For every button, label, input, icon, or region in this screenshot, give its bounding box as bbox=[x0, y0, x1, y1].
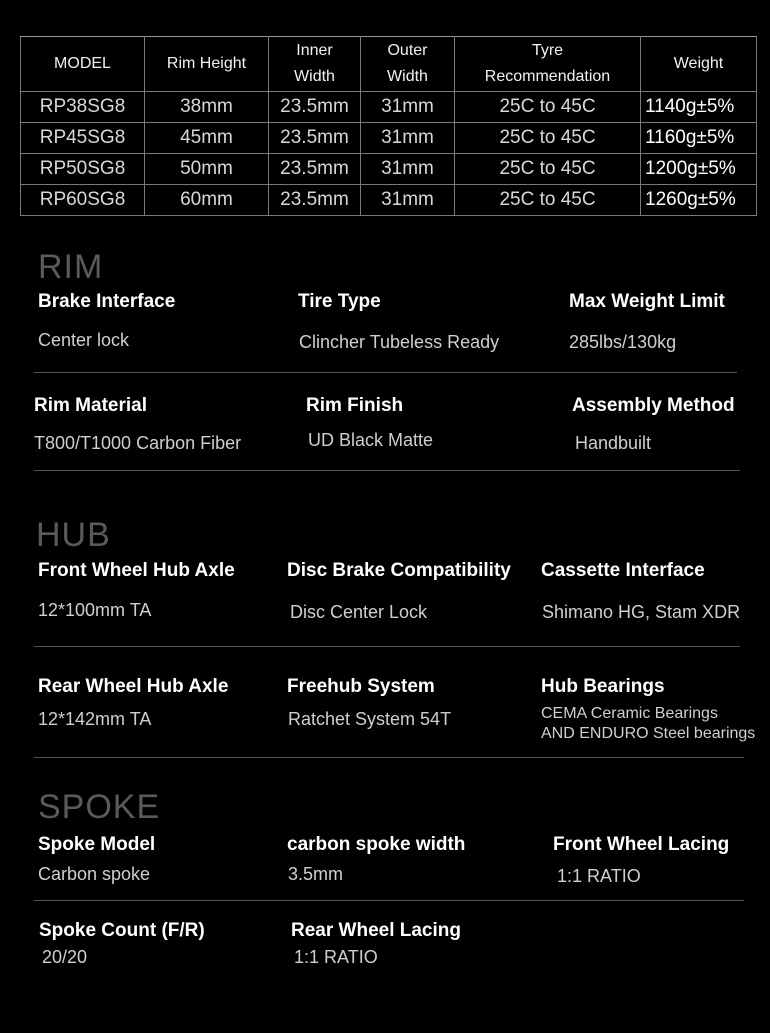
cell-rim-height: 50mm bbox=[145, 154, 269, 185]
spoke-divider-1 bbox=[34, 900, 744, 901]
cell-weight: 1260g±5% bbox=[641, 185, 757, 216]
table-row bbox=[21, 92, 757, 123]
rim-material-value: T800/T1000 Carbon Fiber bbox=[34, 433, 242, 453]
disc-brake-label: Disc Brake Compatibility bbox=[287, 560, 511, 581]
freehub-system-label: Freehub System bbox=[287, 676, 435, 697]
cell-outer-width: 31mm bbox=[361, 185, 455, 216]
rear-wheel-lacing-value: 1:1 RATIO bbox=[294, 947, 378, 967]
cell-inner-width: 23.5mm bbox=[269, 154, 361, 185]
cell-tyre: 25C to 45C bbox=[455, 154, 641, 185]
hub-divider-1 bbox=[34, 646, 740, 647]
cell-rim-height: 38mm bbox=[145, 92, 269, 123]
cell-inner-width: 23.5mm bbox=[269, 92, 361, 123]
cell-model: RP38SG8 bbox=[21, 92, 145, 123]
cell-weight: 1200g±5% bbox=[641, 154, 757, 185]
cell-model: RP45SG8 bbox=[21, 123, 145, 154]
rim-divider-2 bbox=[34, 470, 740, 471]
cell-tyre: 25C to 45C bbox=[455, 123, 641, 154]
assembly-method-value: Handbuilt bbox=[575, 433, 652, 453]
spoke-count-label: Spoke Count (F/R) bbox=[39, 920, 205, 941]
disc-brake-value: Disc Center Lock bbox=[290, 602, 428, 622]
rim-material-label: Rim Material bbox=[34, 395, 147, 416]
cell-rim-height: 60mm bbox=[145, 185, 269, 216]
cell-outer-width: 31mm bbox=[361, 123, 455, 154]
model-spec-table bbox=[20, 36, 757, 216]
max-weight-value: 285lbs/130kg bbox=[569, 332, 677, 352]
spoke-model-label: Spoke Model bbox=[38, 834, 156, 855]
hub-bearings-value bbox=[541, 704, 770, 744]
header-tyre-recommendation: Tyre Recommendation bbox=[455, 37, 641, 92]
header-rim-height: Rim Height bbox=[145, 37, 269, 92]
table-header-row bbox=[21, 37, 757, 92]
front-hub-axle-label: Front Wheel Hub Axle bbox=[38, 560, 235, 581]
rim-finish-label: Rim Finish bbox=[306, 395, 404, 416]
table-row bbox=[21, 123, 757, 154]
spoke-width-label: carbon spoke width bbox=[287, 834, 466, 855]
rear-hub-axle-value: 12*142mm TA bbox=[38, 709, 152, 729]
cassette-interface-label: Cassette Interface bbox=[541, 560, 705, 581]
cell-tyre: 25C to 45C bbox=[455, 185, 641, 216]
rear-hub-axle-label: Rear Wheel Hub Axle bbox=[38, 676, 229, 697]
spoke-section-title: SPOKE bbox=[38, 788, 161, 826]
rim-divider-1 bbox=[34, 372, 737, 373]
brake-interface-label: Brake Interface bbox=[38, 291, 176, 312]
cell-weight: 1140g±5% bbox=[641, 92, 757, 123]
cassette-interface-value: Shimano HG, Stam XDR bbox=[542, 602, 741, 622]
cell-weight: 1160g±5% bbox=[641, 123, 757, 154]
cell-rim-height: 45mm bbox=[145, 123, 269, 154]
front-wheel-lacing-value: 1:1 RATIO bbox=[557, 866, 641, 886]
tire-type-value: Clincher Tubeless Ready bbox=[299, 332, 500, 352]
freehub-system-value: Ratchet System 54T bbox=[288, 709, 452, 729]
tire-type-label: Tire Type bbox=[298, 291, 381, 312]
hub-divider-2 bbox=[34, 757, 744, 758]
cell-outer-width: 31mm bbox=[361, 154, 455, 185]
cell-outer-width: 31mm bbox=[361, 92, 455, 123]
cell-model: RP60SG8 bbox=[21, 185, 145, 216]
spoke-count-value: 20/20 bbox=[42, 947, 88, 967]
cell-tyre: 25C to 45C bbox=[455, 92, 641, 123]
front-hub-axle-value: 12*100mm TA bbox=[38, 600, 152, 620]
max-weight-label: Max Weight Limit bbox=[569, 291, 725, 312]
header-inner-width: Inner Width bbox=[269, 37, 361, 92]
cell-model: RP50SG8 bbox=[21, 154, 145, 185]
header-model: MODEL bbox=[21, 37, 145, 92]
spoke-width-value: 3.5mm bbox=[288, 864, 344, 884]
cell-inner-width: 23.5mm bbox=[269, 123, 361, 154]
table-row bbox=[21, 185, 757, 216]
hub-section-title: HUB bbox=[36, 516, 111, 554]
assembly-method-label: Assembly Method bbox=[572, 395, 735, 416]
spoke-model-value: Carbon spoke bbox=[38, 864, 151, 884]
cell-inner-width: 23.5mm bbox=[269, 185, 361, 216]
header-weight: Weight bbox=[641, 37, 757, 92]
rim-finish-value: UD Black Matte bbox=[308, 430, 434, 450]
table-row bbox=[21, 154, 757, 185]
hub-bearings-label: Hub Bearings bbox=[541, 676, 665, 697]
brake-interface-value: Center lock bbox=[38, 330, 130, 350]
rear-wheel-lacing-label: Rear Wheel Lacing bbox=[291, 920, 461, 941]
header-outer-width: Outer Width bbox=[361, 37, 455, 92]
front-wheel-lacing-label: Front Wheel Lacing bbox=[553, 834, 730, 855]
hub-bearings-value-line1: CEMA Ceramic Bearings bbox=[541, 705, 718, 722]
hub-bearings-value-line2: AND ENDURO Steel bearings bbox=[541, 725, 756, 742]
rim-section-title: RIM bbox=[38, 248, 104, 286]
